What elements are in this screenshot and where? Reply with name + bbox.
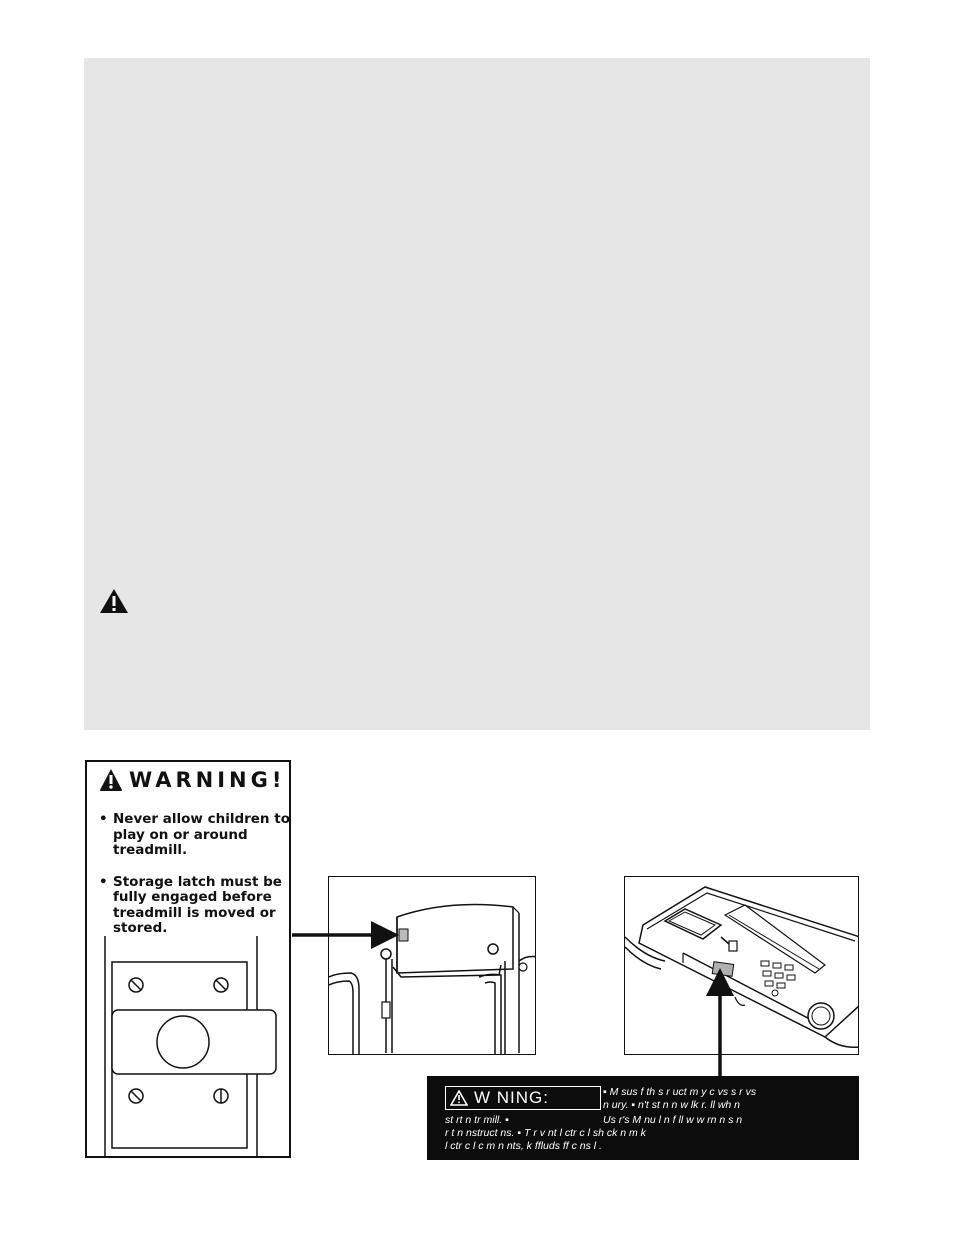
warning-label-title: WARNING! [129, 768, 286, 792]
storage-warning-label [85, 760, 291, 1158]
warning-triangle-icon [450, 1090, 468, 1106]
decal-warning-title: W NING: [474, 1088, 549, 1107]
latch-screw-bottom-left [129, 1089, 143, 1103]
decal-text-line: st rt n tr mill. ▪ [445, 1114, 509, 1126]
decal-text-line: l ctr c l c m n nts, k ffluds ff c ns l . [445, 1140, 602, 1152]
treadmill-console-figure [624, 876, 859, 1055]
decal-text-line: Us r's M nu l n f ll w w rn n s n [603, 1114, 743, 1126]
latch-screw-bottom-right [214, 1089, 228, 1103]
storage-latch-illustration [87, 934, 289, 1156]
treadmill-folded-illustration [329, 877, 536, 1055]
warning-bullet-latch: • Storage latch must be fully engaged before treadmill is moved or stored. [99, 875, 291, 937]
warning-bullet-children: • Never allow children to play on or around treadmill. [99, 812, 291, 859]
decal-text-line: n ury. ▪ n't st n n w lk r. ll wh n [603, 1099, 741, 1111]
console-warning-decal [427, 1076, 859, 1160]
warning-triangle-icon [99, 588, 129, 614]
warning-bullet-list [99, 812, 291, 953]
latch-screw-top-left [129, 978, 143, 992]
gray-info-panel [84, 58, 870, 730]
warning-label-header [99, 768, 285, 792]
decal-text-line: ▪ M sus f th s r uct m y c vs s r vs [603, 1086, 757, 1098]
decal-warning-badge [445, 1086, 601, 1110]
decal-text-line: r t n nstruct ns. ▪ T r v nt l ctr c l sh ck n m k [445, 1127, 646, 1139]
latch-screw-top-right [214, 978, 228, 992]
warning-triangle-icon [99, 768, 123, 792]
treadmill-folded-figure [328, 876, 536, 1055]
treadmill-console-illustration [625, 877, 859, 1055]
